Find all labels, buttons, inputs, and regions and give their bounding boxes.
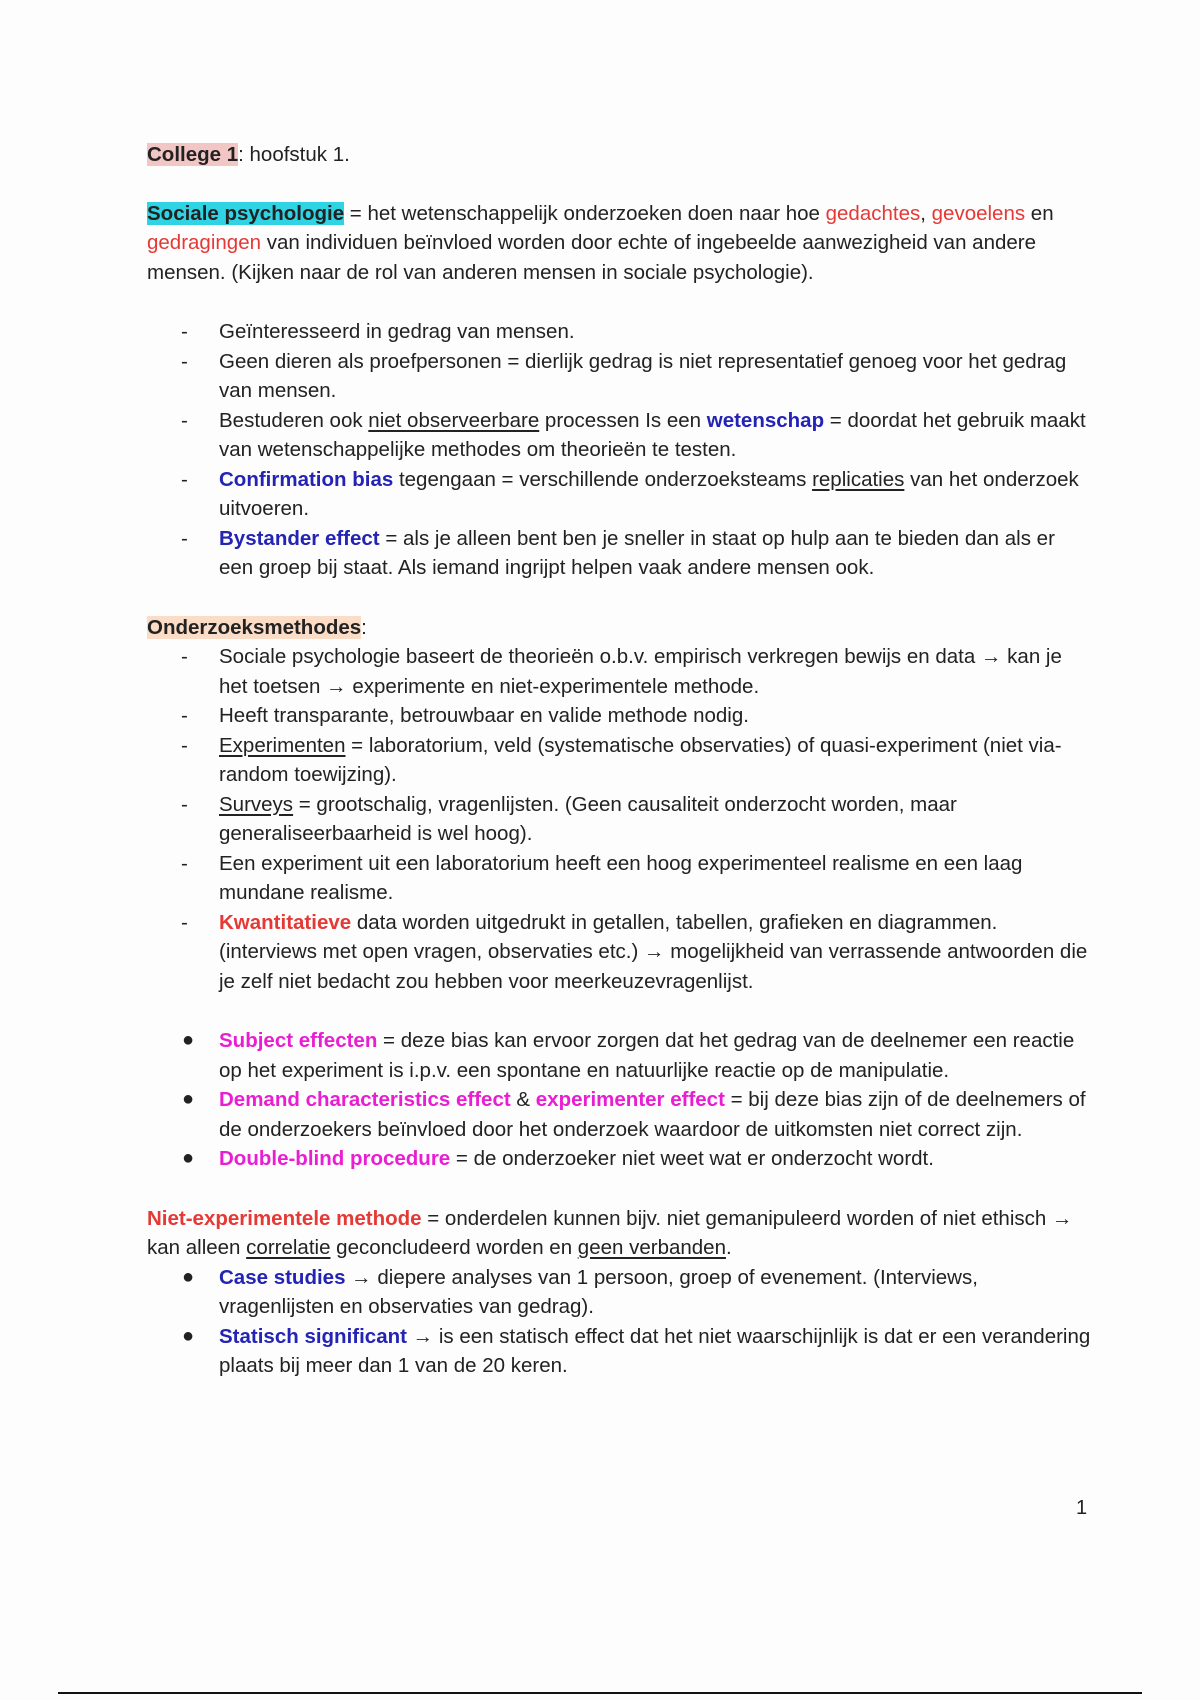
dash-marker: -: [181, 645, 188, 668]
paragraph-text: geconcludeerd worden en: [330, 1236, 578, 1259]
list-item: [147, 347, 1092, 406]
list-item: [147, 1263, 1092, 1322]
dash-marker: -: [181, 320, 188, 343]
paragraph-text: = onderdelen kunnen bijv. niet gemanipuleerd worden of niet ethisch → kan alleen: [147, 1206, 1073, 1259]
list-item: [147, 317, 1092, 347]
item-text: data worden uitgedrukt in getallen, tabellen, grafieken en diagrammen. (interviews met open vragen, observaties etc.) → mogelijkheid van verrassende antwoorden die je zelf niet bedacht zou hebben voor meerkeuzevragenlijst.: [219, 910, 1088, 993]
definition-text: van individuen beïnvloed worden door echte of ingebeelde aanwezigheid van andere mensen. (Kijken naar de rol van anderen mensen in sociale psychologie).: [147, 231, 1037, 284]
list-item: [147, 849, 1092, 908]
definition-text: en: [1025, 201, 1054, 225]
bullet-marker: ●: [182, 1088, 195, 1110]
list-item: [147, 790, 1092, 849]
list-item: [147, 1322, 1092, 1381]
definition-paragraph: [147, 199, 1092, 288]
keyword-wetenschap: wetenschap: [706, 408, 825, 432]
underlined-term: geen verbanden: [577, 1236, 726, 1259]
page-number: 1: [1076, 1497, 1088, 1519]
bullet-marker: ●: [182, 1029, 195, 1051]
list-item: [147, 1026, 1092, 1085]
item-text: processen Is een: [539, 408, 707, 432]
underlined-term: correlatie: [246, 1236, 331, 1259]
item-text: = laboratorium, veld (systematische observaties) of quasi-experiment (niet via-random toewijzing).: [219, 733, 1062, 786]
list-item: [147, 642, 1092, 701]
title-rest: : hoofstuk 1.: [238, 143, 350, 166]
keyword-double-blind: Double-blind procedure: [219, 1147, 451, 1170]
item-text: Geïnteresseerd in gedrag van mensen.: [219, 320, 575, 343]
dash-marker: -: [181, 408, 188, 432]
item-text: Heeft transparante, betrouwbaar en valide methode nodig.: [219, 704, 749, 727]
dash-marker: -: [181, 910, 188, 934]
item-text: tegengaan = verschillende onderzoeksteams: [393, 467, 813, 491]
keyword-gedachtes: gedachtes: [825, 201, 921, 225]
underlined-term: niet observeerbare: [368, 408, 540, 432]
definition-term: Sociale psychologie: [147, 201, 345, 225]
underlined-term: replicaties: [812, 467, 905, 491]
keyword-gedragingen: gedragingen: [147, 231, 261, 254]
dash-marker: -: [181, 349, 188, 373]
bullet-marker: ●: [182, 1147, 195, 1169]
nonexp-term: Niet-experimentele methode: [147, 1206, 422, 1230]
heading-colon: :: [361, 615, 367, 639]
keyword-confirmation-bias: Confirmation bias: [219, 467, 394, 491]
underlined-term: Experimenten: [219, 733, 346, 757]
keyword-experimenter-effect: experimenter effect: [535, 1088, 725, 1111]
item-text: → diepere analyses van 1 persoon, groep of evenement. (Interviews, vragenlijsten en observaties van gedrag).: [219, 1265, 978, 1318]
page-title: [147, 140, 1092, 170]
college-label: College 1: [147, 143, 239, 166]
definition-text: = het wetenschappelijk onderzoeken doen naar hoe: [344, 201, 826, 225]
nonexp-paragraph: [147, 1204, 1092, 1263]
item-text: = de onderzoeker niet weet wat er onderzocht wordt.: [450, 1147, 934, 1170]
dash-marker: -: [181, 467, 188, 491]
dash-marker: -: [181, 792, 188, 816]
keyword-demand-characteristics: Demand characteristics effect: [219, 1088, 511, 1111]
bias-list: [147, 1026, 1092, 1174]
list-item: [147, 524, 1092, 583]
list-item: [147, 465, 1092, 524]
item-text: = doordat het gebruik maakt van wetenschappelijke methodes om theorieën te testen.: [219, 408, 1086, 461]
keyword-gevoelens: gevoelens: [931, 201, 1026, 225]
item-text: van het onderzoek uitvoeren.: [219, 467, 1079, 520]
underlined-term: Surveys: [219, 792, 294, 816]
dash-marker: -: [181, 851, 188, 875]
dash-marker: -: [181, 526, 188, 550]
methods-list: [147, 642, 1092, 996]
list-item: [147, 731, 1092, 790]
methods-heading: Onderzoeksmethodes: [147, 615, 362, 639]
list-item: [147, 701, 1092, 731]
document-body: [147, 140, 1092, 1381]
item-text: → is een statisch effect dat het niet waarschijnlijk is dat er een verandering plaats bij meer dan 1 van de 20 keren.: [219, 1324, 1091, 1377]
list-item: [147, 1085, 1092, 1144]
item-text: = deze bias kan ervoor zorgen dat het gedrag van de deelnemer een reactie op het experiment is i.p.v. een spontane en natuurlijke reactie op de manipulatie.: [219, 1029, 1075, 1082]
page-divider: [58, 1692, 1142, 1694]
dash-marker: -: [181, 704, 188, 727]
list-item: [147, 406, 1092, 465]
definition-text: ,: [920, 201, 932, 225]
bullet-marker: ●: [182, 1265, 195, 1288]
item-text: Een experiment uit een laboratorium heeft een hoog experimenteel realisme en een laag mundane realisme.: [219, 851, 1023, 904]
bullet-marker: ●: [182, 1324, 195, 1347]
item-text: &: [510, 1088, 536, 1111]
nonexp-list: [147, 1263, 1092, 1381]
item-text: Sociale psychologie baseert de theorieën o.b.v. empirisch verkregen bewijs en data → kan je het toetsen → experimente en niet-experimentele methode.: [219, 645, 1062, 698]
dash-marker: -: [181, 733, 188, 757]
list-item: [147, 908, 1092, 997]
item-text: Geen dieren als proefpersonen = dierlijk gedrag is niet representatief genoeg voor het gedrag van mensen.: [219, 349, 1067, 402]
keyword-bystander-effect: Bystander effect: [219, 526, 380, 550]
keyword-kwantitatieve: Kwantitatieve: [219, 910, 352, 934]
keyword-statisch-significant: Statisch significant: [219, 1324, 407, 1348]
keyword-subject-effecten: Subject effecten: [219, 1029, 378, 1052]
item-text: Bestuderen ook: [219, 408, 369, 432]
keyword-case-studies: Case studies: [219, 1265, 346, 1289]
section-heading: [147, 613, 1092, 643]
item-text: = grootschalig, vragenlijsten. (Geen causaliteit onderzocht worden, maar generaliseerbaarheid is wel hoog).: [219, 792, 957, 845]
paragraph-text: .: [725, 1236, 732, 1259]
item-text: = als je alleen bent ben je sneller in staat op hulp aan te bieden dan als er een groep bij staat. Als iemand ingrijpt helpen vaak andere mensen ook.: [219, 526, 1055, 579]
list-item: [147, 1144, 1092, 1174]
intro-list: [147, 317, 1092, 583]
item-text: = bij deze bias zijn of de deelnemers of de onderzoekers beïnvloed door het onderzoek waardoor de uitkomsten niet correct zijn.: [219, 1088, 1086, 1141]
